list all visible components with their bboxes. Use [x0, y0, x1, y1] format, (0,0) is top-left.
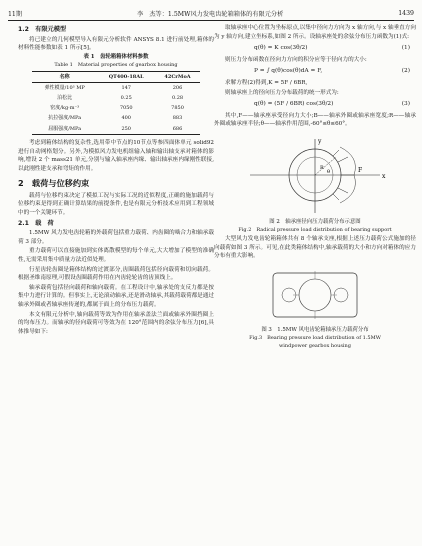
paragraph: 本文有限元分析中,轴向载荷等效为作用在轴承盖法兰面或轴承外圈挡圈上的均布压力。而轴承的径向载荷可等效为在 120°范围内的余弦分布压力[6],具体推导如下: — [18, 311, 214, 335]
equation-body: P = ∫ q(θ)cos(θ)dA = F, — [254, 68, 323, 75]
equation-number: (1) — [401, 45, 410, 52]
axis-label-x: x — [382, 172, 386, 180]
header-page-number: 1439 — [398, 9, 414, 17]
table-cell: 206 — [172, 84, 183, 91]
figure-2-caption-en: Fig.2 Radical pressure load distribution of bearing support — [238, 226, 392, 233]
table-cell: 147 — [121, 84, 131, 91]
header-title: 李 杰等：1.5MW风力发电齿轮箱箱体的有限元分析 — [137, 10, 284, 18]
equation-number: (2) — [401, 68, 410, 75]
left-column — [18, 24, 214, 337]
table-row — [32, 103, 200, 113]
table-row — [32, 114, 200, 124]
ring-gear — [299, 279, 331, 311]
table-cell: 泊松比 — [57, 94, 73, 101]
equation-body: q(θ) = (5F / 6BR) cos(3θ/2) — [254, 101, 334, 108]
material-table — [32, 71, 200, 135]
section-1-2-heading: 1.2 有限元模型 — [18, 26, 67, 33]
figure-3-caption-en-2: windpower gearbox housing — [279, 342, 351, 349]
angle-label: θ — [327, 168, 331, 175]
figure-2-bearing-diagram — [240, 135, 390, 217]
equation-1 — [214, 44, 416, 53]
right-column — [214, 24, 416, 351]
table-1-caption-en: Table 1 Material properties of gearbox housing — [54, 61, 178, 68]
table-header: 名称 — [59, 73, 70, 80]
section-2-1-heading: 2.1 载 荷 — [18, 219, 54, 227]
load-lines — [293, 271, 337, 319]
paragraph: 行星齿轮齿圈是箱体结构的过渡部分,齿圈载荷包括径向载荷和切向载荷。根据圣维南原理,可假设齿圈载荷作用在内齿轮轮齿的齿顶线上。 — [18, 266, 214, 282]
table-row — [32, 82, 200, 93]
table-row — [32, 93, 200, 103]
equation-3 — [214, 100, 416, 109]
equation-body: q(θ) = K cos(3θ/2) — [254, 45, 308, 52]
table-header-row — [32, 71, 200, 82]
paragraph: 将已建立的几何模型导入有限元分析软件 ANSYS 8.1 进行前处理,箱体的材料性能参数如表 1 所示[5]。 — [18, 36, 214, 52]
equation-number: (3) — [401, 101, 410, 108]
figure-3-caption: 图 3 1.5MW 风电齿轮箱轴承压力载荷分布 — [261, 326, 369, 333]
table-cell: 7850 — [171, 105, 184, 112]
table-1-caption: 表 1 齿轮箱箱体材料参数 — [83, 53, 149, 60]
figure-3-caption-en-1: Fig.3 Bearing pressure load distribution of 1.5MW — [249, 334, 381, 341]
figure-2-caption: 图 2 轴承座径向压力载荷分布示意图 — [269, 218, 361, 225]
table-cell: 屈服强度/MPa — [48, 125, 82, 132]
paragraph: 考虑到箱体结构的复杂性,选用带中节点的10节点等参四面体单元 solid92 进行自动网格划分。另外,为模拟风力发电机组输入轴和输出轴支承对箱体的影响,增设 2 个 mass21 单元,分别与输入轴承座内缘、输出轴承座内缘刚性联接,以此刚性建支承和弯矩的作用。 — [18, 139, 214, 172]
paragraph: 求解方程(2)得到,K = 5F / 6BR, — [225, 79, 308, 86]
paragraph: 则压力分布函数在径向力方向的积分应等于径向力的大小: — [225, 56, 367, 63]
table-cell: 7050 — [119, 105, 133, 112]
paragraph: 大型风力发电齿轮箱箱体共有 8 个轴承支座,根据上述压力载荷公式施加的径向载荷如图 3 所示。可见,在此类箱体结构中,轴承载荷的大小和方向对箱体的应力分布有重大影响。 — [214, 235, 416, 260]
section-2-heading: 2 载荷与位移约束 — [18, 178, 90, 189]
table-cell: 686 — [172, 125, 183, 132]
table-header: 42CrMoA — [164, 73, 191, 80]
paragraph: 重力载荷可以直接施加到实体离散模型的每个单元,大大增加了模型的准确性,无需采用集中质量方法近似处理。 — [18, 248, 214, 264]
gearbox-outline — [273, 273, 357, 317]
table-header: QT400-18AL — [108, 73, 144, 80]
paragraph: 轴承载荷包括径向载荷和轴向载荷。在工程设计中,轴承处的支反力都是按集中力进行计算的。但事实上,无论滚动轴承,还是滑动轴承,其载荷载荷都是通过轴承外圈或者轴承座传递的,都属于面上的分布压力载荷。 — [18, 284, 214, 308]
paragraph: 1.5MW 风力发电齿轮箱的外载荷包括重力载荷、内齿圈的啮合力和轴承载荷 3 部分。 — [18, 230, 214, 245]
paragraph: 载荷与位移约束决定了模拟工况与实际工况的近似程度,正确的施加载荷与位移约束是得到正确计算结果的前提条件,也是有限元分析技术应用到工程领域中的一个关键环节。 — [18, 192, 214, 217]
axis-label-y: y — [318, 137, 322, 145]
figure-3-gearbox-load — [265, 265, 365, 325]
table-cell: 抗拉强度/MPa — [48, 115, 82, 122]
page-header — [8, 6, 414, 21]
table-cell: 250 — [121, 125, 131, 132]
table-cell: 0.28 — [171, 94, 184, 101]
radius-label: R — [320, 164, 324, 171]
table-row — [32, 124, 200, 135]
paragraph: 其中,F——轴承座承受径向力大小;B——轴承外圈或轴承座宽度;R——轴承外圈或轴承座半径;θ——轴承作用范围,-60°≤θ≤60°。 — [214, 112, 416, 128]
table-cell: 密度/kg·m⁻³ — [50, 105, 80, 112]
table-cell: 883 — [172, 115, 183, 122]
header-issue: 11期 — [8, 10, 23, 18]
table-cell: 0.25 — [120, 94, 132, 101]
equation-2 — [214, 67, 416, 76]
table-cell: 弹性模量/10³ MP — [44, 84, 85, 91]
paragraph: 则轴承座上的径向压力分布载荷的统一形式为: — [225, 89, 339, 96]
paragraph: 取轴承座中心位置为坐标原点,以集中径向力方向为 x 轴方向,与 x 轴垂直方向为 y 轴方向,建立坐标系,如图 2 所示。设轴承座处的余弦分布压力函数为(1)式: — [214, 25, 416, 40]
force-label: F — [358, 166, 363, 174]
table-cell: 400 — [121, 115, 131, 122]
